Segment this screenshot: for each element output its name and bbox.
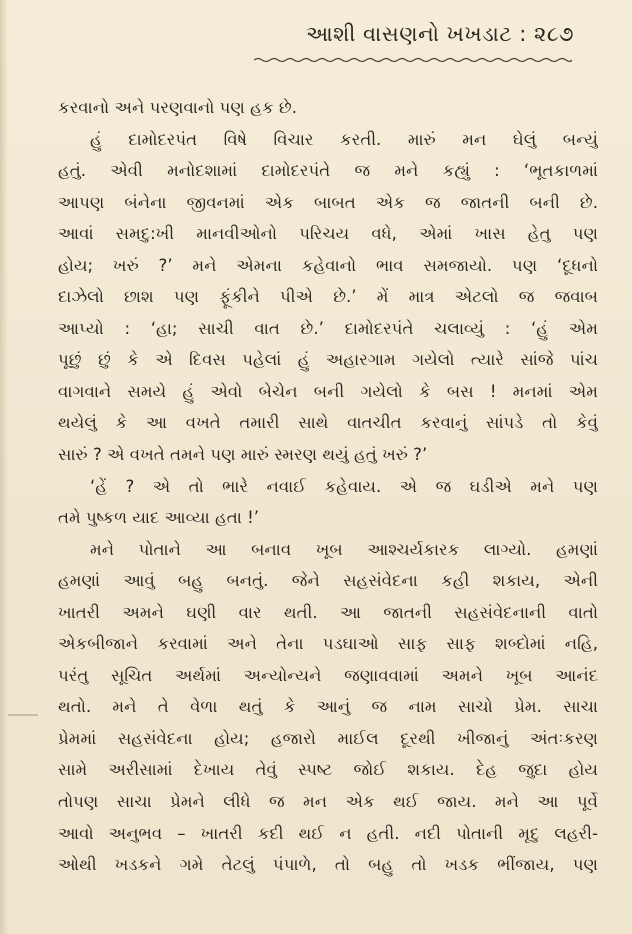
text-line: તોપણ સાચા પ્રેમને લીધે જ મન એક થઈ જાય. મને આ પૂર્વે: [58, 792, 598, 812]
text-line: સામે અરીસામાં દેખાય તેવું સ્પષ્ટ જોઈ શકાય. દેહ જુદા હોય: [58, 760, 598, 780]
text-line: સારું ? એ વખતે તમને પણ મારું સ્મરણ થયું હતું ખરું ?’: [58, 445, 428, 465]
page-gutter-shadow: [0, 0, 8, 934]
text-line: થતો. મને તે વેળા થતું કે આનું જ નામ સાચો પ્રેમ. સાચા: [58, 697, 598, 717]
text-line: પરંતુ સૂચિત અર્થમાં અન્યોન્યને જણાવવામાં અમને ખૂબ આનંદ: [58, 665, 598, 685]
margin-pencil-mark: [8, 714, 38, 716]
text-line: કરવાનો અને પરણવાનો પણ હક છે.: [58, 98, 298, 117]
text-line: આવાં સમદુ:ખી માનવીઓનો પરિચય વધે, એમાં ખાસ હેતુ પણ: [58, 224, 598, 244]
text-line: ‘હેં ? એ તો ભારે નવાઈ કહેવાય. એ જ ઘડીએ મને પણ: [90, 476, 598, 496]
text-line: આપણ બંનેના જીવનમાં એક બાબત એક જ જાતની બની છે.: [58, 192, 598, 212]
text-line: પ્રેમમાં સહસંવેદના હોય; હજારો માઈલ દૂરથી ખીજાનું અંતઃકરણ: [58, 728, 598, 748]
text-line: આવો અનુભવ – ખાતરી કદી થઈ ન હતી. નદી પોતાની મૃદુ લહરી-: [58, 823, 598, 843]
running-head-rule: [254, 56, 572, 64]
text-line: હમણાં આવું બહુ બનતું. જેને સહસંવેદના કહી શકાય, એની: [58, 571, 598, 591]
text-line: આપ્યો : ‘હા; સાચી વાત છે.’ દામોદરપંતે ચલાવ્યું : ‘હું એમ: [58, 318, 598, 338]
text-line: હતું. એવી મનોદશામાં દામોદરપંતે જ મને કહ્યું : ‘ભૂતકાળમાં: [58, 161, 598, 181]
text-line: હું દામોદરપંત વિષે વિચાર કરતી. મારું મન ઘેલું બન્યું: [90, 129, 598, 149]
text-line: તમે પુષ્કળ યાદ આવ્યા હતા !’: [58, 508, 260, 528]
text-line: પૂછું છું કે એ દિવસ પહેલાં હું અહારગામ ગયેલો ત્યારે સાંજે પાંચ: [58, 350, 598, 370]
text-line: એકબીજાને કરવામાં અને તેના પડઘાઓ સાફ સાફ શબ્દોમાં નહિ,: [58, 634, 598, 654]
text-line: ઓથી ખડકને ગમે તેટલું પંપાળે, તો બહુ તો ખડક ભીંજાય, પણ: [58, 855, 598, 875]
running-head: આશી વાસણનો ખખડાટ : ૨૮૭: [305, 22, 574, 46]
text-line: હોય; ખરું ?’ મને એમના કહેવાનો ભાવ સમજાયો. પણ ‘દૂધનો: [58, 255, 598, 275]
text-line: ખાતરી અમને ઘણી વાર થતી. આ જાતની સહસંવેદનાની વાતો: [58, 602, 598, 622]
text-line: દાઝેલો છાશ પણ ફૂંકીને પીએ છે.’ મેં માત્ર એટલો જ જવાબ: [58, 287, 598, 307]
text-line: વાગવાને સમયે હું એવો બેચેન બની ગયેલો કે બસ ! મનમાં એમ: [58, 381, 598, 401]
body-text: [58, 92, 598, 881]
text-line: મને પોતાને આ બનાવ ખૂબ આશ્ચર્યકારક લાગ્યો. હમણાં: [90, 539, 598, 559]
text-line: થયેલું કે આ વખતે તમારી સાથે વાતચીત કરવાનું સાંપડે તો કેવું: [58, 413, 598, 433]
